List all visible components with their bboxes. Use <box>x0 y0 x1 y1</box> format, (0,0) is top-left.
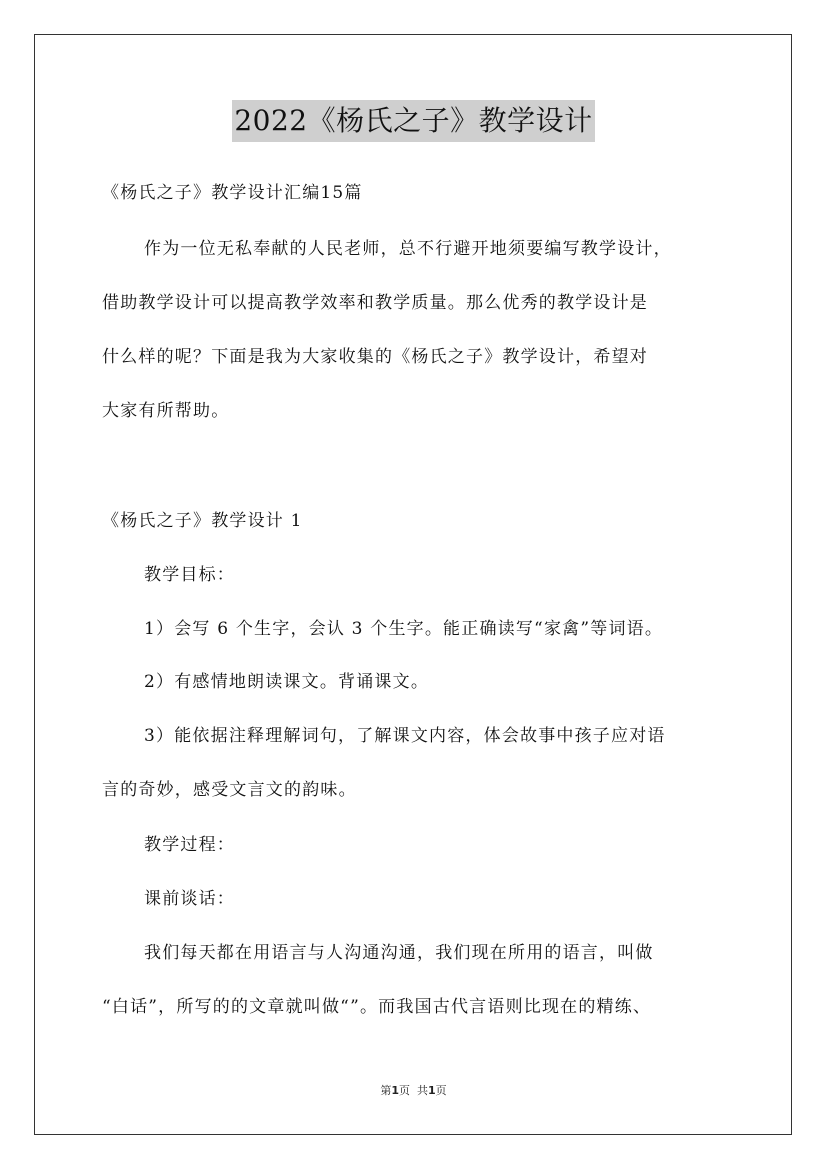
footer-page-suffix: 页 <box>399 1084 410 1097</box>
page-footer <box>0 1083 827 1099</box>
intro-line-3: 什么样的呢？下面是我为大家收集的《杨氏之子》教学设计，希望对 <box>102 347 648 367</box>
intro-line-1: 作为一位无私奉献的人民老师，总不行避开地须要编写教学设计， <box>144 239 672 259</box>
section-heading: 《杨氏之子》教学设计 1 <box>102 511 303 531</box>
footer-total-prefix: 共 <box>417 1084 428 1097</box>
footer-page-prefix: 第 <box>380 1084 392 1097</box>
footer-page-number: 1 <box>391 1084 399 1097</box>
footer-total-suffix: 页 <box>435 1084 447 1097</box>
intro-line-4: 大家有所帮助。 <box>102 401 230 421</box>
goals-label: 教学目标： <box>144 565 235 585</box>
intro-line-2: 借助教学设计可以提高教学效率和教学质量。那么优秀的教学设计是 <box>102 293 648 313</box>
footer-total-number: 1 <box>428 1084 436 1097</box>
pre-talk-label: 课前谈话： <box>144 889 235 909</box>
goal-2: 2）有感情地朗读课文。背诵课文。 <box>144 672 430 692</box>
document-subtitle: 《杨氏之子》教学设计汇编15篇 <box>102 183 363 203</box>
title-container <box>0 100 827 142</box>
process-label: 教学过程： <box>144 835 235 855</box>
goal-3-line-2: 言的奇妙，感受文言文的韵味。 <box>102 780 357 800</box>
body-line-1: 我们每天都在用语言与人沟通沟通，我们现在所用的语言，叫做 <box>144 943 654 963</box>
goal-3-line-1: 3）能依据注释理解词句，了解课文内容，体会故事中孩子应对语 <box>144 726 666 746</box>
goal-1: 1）会写 6 个生字，会认 3 个生字。能正确读写“家禽”等词语。 <box>144 619 664 639</box>
body-line-2: “白话”，所写的的文章就叫做“”。而我国古代言语则比现在的精练、 <box>102 997 652 1017</box>
document-title: 2022《杨氏之子》教学设计 <box>232 100 594 142</box>
